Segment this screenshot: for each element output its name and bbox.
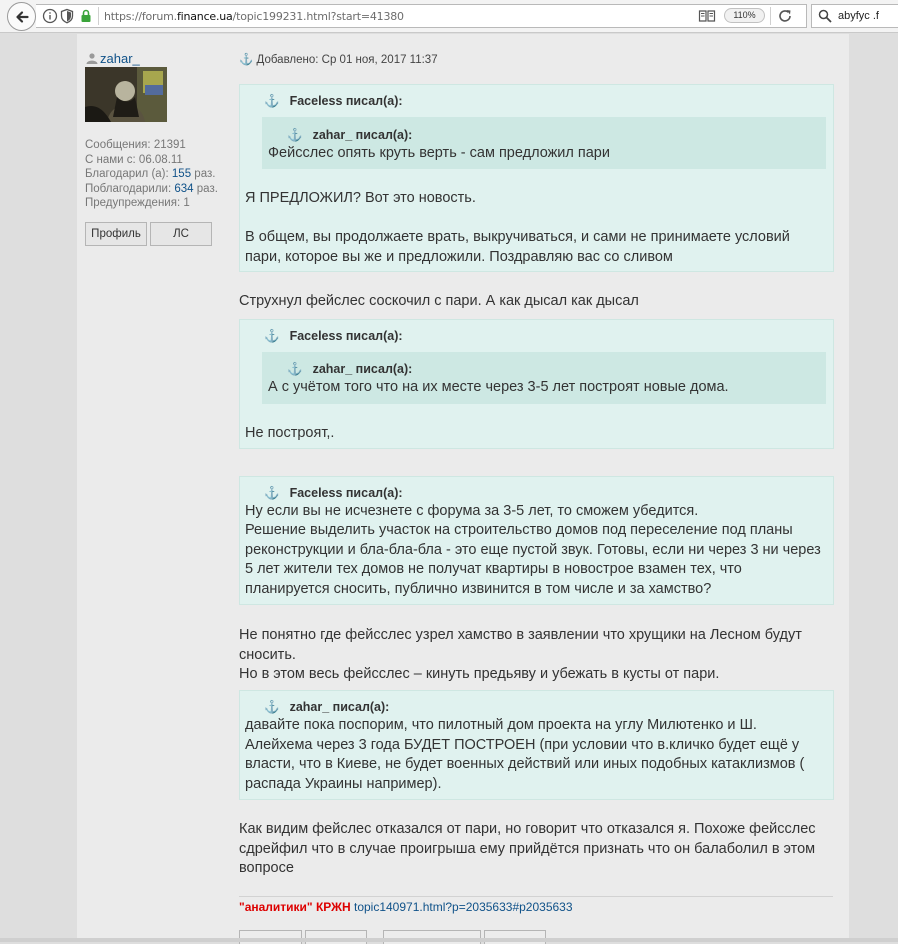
signature [239,900,573,914]
pm-button[interactable]: ЛС [150,222,212,246]
search-input[interactable]: abyfyc .f [838,10,879,22]
signature-label: "аналитики" КРЖН [239,900,351,914]
anchor-icon[interactable]: ⚓ [264,329,280,343]
quote-text: Я ПРЕДЛОЖИЛ? Вот это новость. [245,190,476,206]
signature-link[interactable]: topic140971.html?p=2035633#p2035633 [353,900,573,914]
quote-author: ⚓ Faceless писал(а): [264,486,403,500]
lock-icon[interactable] [79,8,93,24]
reader-view-icon[interactable] [698,8,716,24]
quote-author: ⚓ Faceless писал(а): [264,329,403,343]
stat-messages: Сообщения: 21391 [85,139,186,151]
author-name[interactable]: zahar_ [100,51,140,66]
author-stats [85,138,218,211]
search-bar[interactable] [811,4,898,28]
anchor-icon[interactable]: ⚓ [287,362,303,376]
avatar[interactable] [85,67,167,122]
profile-button[interactable]: Профиль [85,222,147,246]
user-icon [86,53,98,64]
reply-text: Не понятно где фейсслес узрел хамство в заявлении что хрущики на Лесном будут сносить. [239,627,802,663]
quote-text: В общем, вы продолжаете врать, выкручиваться, и сами не принимаете условий пари, которое вы же и предложили. Поздравляю вас со сливом [245,229,790,265]
nested-quote-text: А с учётом того что на их месте через 3-5 лет построят новые дома. [268,379,729,395]
address-bar[interactable] [36,4,807,28]
nested-quote-author: ⚓ zahar_ писал(а): [287,128,413,142]
info-icon[interactable] [42,8,58,24]
shield-icon[interactable] [60,8,74,24]
thanked-by-link[interactable]: 634 [174,182,194,195]
stat-warnings: Предупреждения: 1 [85,197,190,209]
back-button[interactable] [7,2,36,31]
reply-text: Как видим фейслес отказался от пари, но говорит что отказался я. Похоже фейсслес сдрейфил что в случае проигрыша ему прийдётся признать что он балаболил в этом вопросе [239,821,816,876]
url-text[interactable]: https://forum.finance.ua/topic199231.html?start=41380 [104,10,404,23]
stat-thanked: Благодарил (а): 155 раз. [85,168,216,180]
browser-toolbar [0,0,898,33]
quote-text: Не построят,. [245,425,335,441]
post-date: ⚓ Добавлено: Ср 01 ноя, 2017 11:37 [239,54,438,66]
horizontal-scrollbar[interactable] [0,938,898,942]
quote-text: Решение выделить участок на строительство домов под переселение под планы реконструкции и бла-бла-бла - это еще пустой звук. Готовы, если ни через 3 ни через 5 лет жители тех домов не получат квартиры в новострое взамен тех, что планируется сносить, публично извинится в том числе и за хамство? [245,522,821,597]
anchor-icon[interactable]: ⚓ [287,128,303,142]
signature-divider [239,896,833,897]
quote-author: ⚓ Faceless писал(а): [264,94,403,108]
quote-author: ⚓ zahar_ писал(а): [264,700,390,714]
reload-separator [770,7,771,25]
reply-text: Но в этом весь фейсслес – кинуть предьяву и убежать в кусты от пари. [239,666,720,682]
back-arrow-icon [14,9,30,25]
thanked-link[interactable]: 155 [171,168,192,180]
anchor-icon[interactable]: ⚓ [264,94,280,108]
nested-quote-text: Фейсслес опять круть верть - сам предложил пари [268,145,610,161]
reply-text: Струхнул фейслес соскочил с пари. А как дысал как дысал [239,293,639,309]
reload-icon[interactable] [776,7,794,25]
zoom-level[interactable]: 110% [724,8,765,23]
quote-text: Ну если вы не исчезнете с форума за 3-5 лет, то сможем убедится. [245,503,699,519]
url-separator [98,7,99,25]
search-icon [818,9,832,23]
avatar-image [85,67,167,122]
stat-thanked-by: Поблагодарили: 634 раз. [85,182,218,195]
stat-joined: С нами с: 06.08.11 [85,153,183,166]
anchor-icon[interactable]: ⚓ [239,54,254,66]
quote-text: давайте пока поспорим, что пилотный дом проекта на углу Милютенко и Ш. Алейхема через 3 года БУДЕТ ПОСТРОЕН (при условии что в.кличко будет ещё у власти, что в Киеве, не будет военных действий или иных подобных катаклизмов ( распада Украины например). [245,717,805,792]
anchor-icon[interactable]: ⚓ [264,700,280,714]
nested-quote-author: ⚓ zahar_ писал(а): [287,362,413,376]
anchor-icon[interactable]: ⚓ [264,486,280,500]
